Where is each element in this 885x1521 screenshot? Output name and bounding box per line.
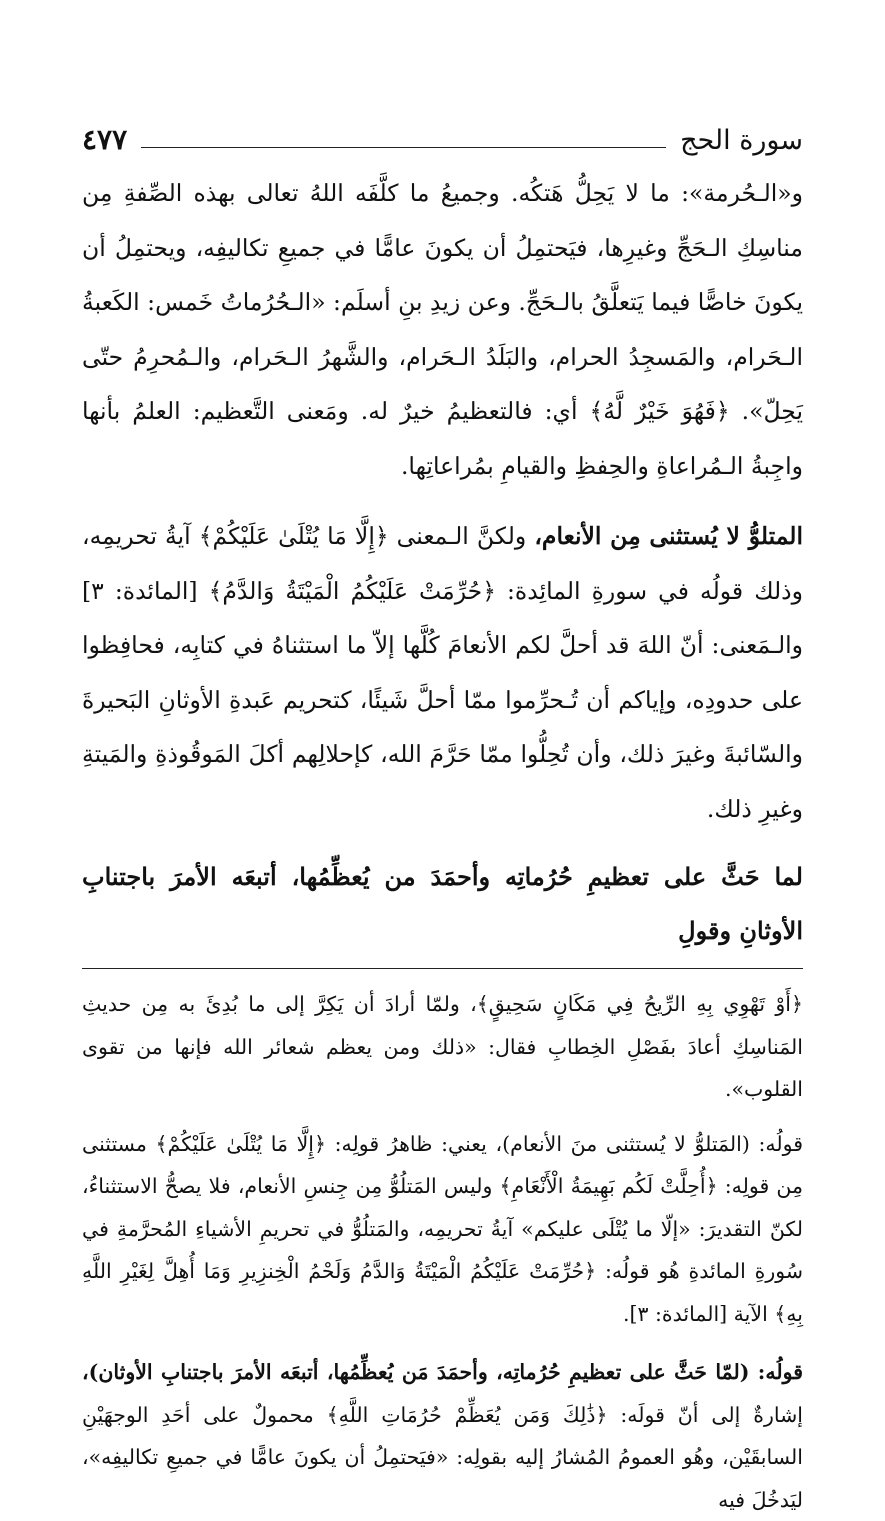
header-rule bbox=[141, 147, 666, 148]
commentary-paragraph-3-body: إشارةٌ إلى أنّ قولَه: ﴿ذَٰلِكَ وَمَن يُعَظِّمْ حُرُمَاتِ اللَّهِ﴾ محمولٌ على أحَدِ الوجهَيْنِ السابقَيْن، وهُو العمومُ المُشارُ إليه بقولِه: «فيَحتمِلُ أن يكونَ عامًّا في جميعِ تكاليفِه»، ليَدخُلَ فيه bbox=[82, 1402, 803, 1512]
commentary-paragraph-3 bbox=[82, 1351, 803, 1521]
page-number: ٤٧٧ bbox=[82, 123, 128, 156]
main-text bbox=[82, 166, 803, 958]
surah-title: سورة الحج bbox=[680, 125, 803, 156]
running-header bbox=[82, 108, 803, 154]
main-paragraph-1: و«الـحُرمة»: ما لا يَحِلُّ هَتكُه. وجميعُ ما كلَّفَه اللهُ تعالى بهذه الصِّفةِ مِن مناسِكِ الـحَجِّ وغيرِها، فيَحتمِلُ أن يكونَ عامًّا في جميعِ تكاليفِه، ويحتمِلُ أن يكونَ خاصًّا فيما يَتعلَّقُ بالـحَجِّ. وعن زيدِ بنِ أسلَم: «الـحُرُماتُ خَمس: الكَعبةُ الـحَرام، والمَسجِدُ الحرام، والبَلَدُ الـحَرام، والشَّهرُ الـحَرام، والـمُحرِمُ حتّى يَحِلّ». ﴿فَهُوَ خَيْرٌ لَّهُ﴾ أي: فالتعظيمُ خيرٌ له. ومَعنى التَّعظيم: العلمُ بأنها واجِبةُ الـمُراعاةِ والحِفظِ والقيامِ بمُراعاتِها. bbox=[82, 179, 803, 480]
footnote-divider bbox=[82, 968, 803, 969]
main-paragraph-3: لما حَثَّ على تعظيمِ حُرُماتِه وأحمَدَ من يُعظِّمُها، أتبعَه الأمرَ باجتنابِ الأوثانِ وقولِ bbox=[82, 862, 803, 945]
main-paragraph-2-lead: المتلوُّ لا يُستثنى مِن الأنعام، bbox=[534, 522, 803, 550]
main-paragraph-2 bbox=[82, 509, 803, 836]
commentary-paragraph-2: قولُه: (المَتلوُّ لا يُستثنى منَ الأنعام)، يعني: ظاهرُ قولِه: ﴿إِلَّا مَا يُتْلَىٰ عَلَيْكُمْ﴾ مستثنى مِن قولِه: ﴿أُحِلَّتْ لَكُم بَهِيمَةُ الْأَنْعَامِ﴾ وليس المَتلُوُّ مِن جِنسِ الأنعام، فلا يصحُّ الاستثناءُ، لكنّ التقديرَ: «إلّا ما يُتْلَى عليكم» آيةُ تحريمِه، والمَتلُوُّ في تحريمِ الأشياءِ المُحرَّمةِ في سُورةِ المائدةِ هُو قولُه: ﴿حُرِّمَتْ عَلَيْكُمُ الْمَيْتَةُ وَالدَّمُ وَلَحْمُ الْخِنزِيرِ وَمَا أُهِلَّ لِغَيْرِ اللَّهِ بِهِ﴾ الآية [المائدة: ٣]. bbox=[82, 1131, 803, 1326]
commentary-section bbox=[82, 983, 803, 1521]
main-paragraph-2-body: ولكنَّ الـمعنى ﴿إِلَّا مَا يُتْلَىٰ عَلَيْكُمْ﴾ آيةُ تحريمِه، وذلك قولُه في سورةِ المائِدة: ﴿حُرِّمَتْ عَلَيْكُمُ الْمَيْتَةُ وَالدَّمُ﴾ [المائدة: ٣] والـمَعنى: أنّ اللهَ قد أحلَّ لكم الأنعامَ كُلَّها إلاّ ما استثناهُ في كتابِه، فحافِظوا على حدودِه، وإياكم أن تُـحرِّموا ممّا أحلَّ شَيئًا، كتحريم عَبدةِ الأوثانِ البَحيرةَ والسّائبةَ وغيرَ ذلك، وأن تُحِلُّوا ممّا حَرَّمَ الله، كإحلالِهم أكلَ المَوقُوذةِ والمَيتةِ وغيرِ ذلك. bbox=[82, 522, 803, 823]
commentary-paragraph-1: ﴿أَوْ تَهْوِي بِهِ الرِّيحُ فِي مَكَانٍ سَحِيقٍ﴾، ولمّا أرادَ أن يَكِرَّ إلى ما بُدِئَ به مِن حديثِ المَناسِكِ أعادَ بفَصْلِ الخِطابِ فقال: «ذلك ومن يعظم شعائر الله فإنها من تقوى القلوب». bbox=[82, 992, 803, 1101]
commentary-paragraph-3-lead: قولُه: (لمّا حَثَّ على تعظيمِ حُرُماتِه، وأحمَدَ مَن يُعظِّمُها، أتبعَه الأمرَ باجتنابِ الأوثان)، bbox=[82, 1360, 803, 1384]
